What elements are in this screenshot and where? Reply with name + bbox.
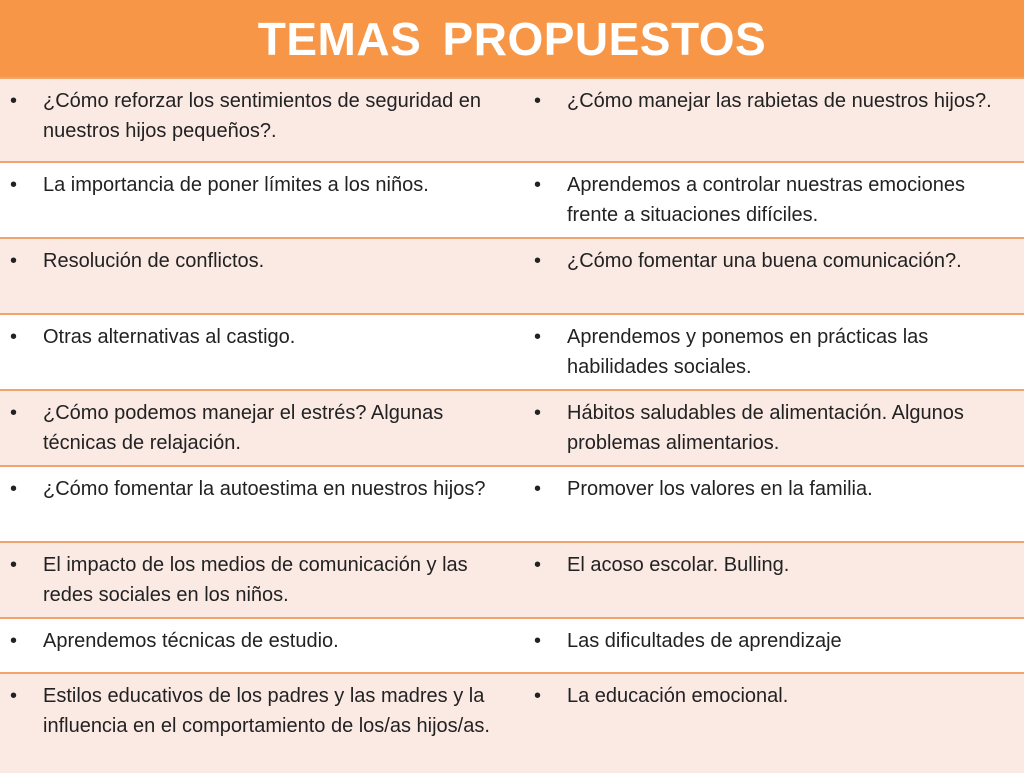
topic-cell (524, 618, 1024, 673)
topic-cell (0, 618, 524, 673)
topic-cell (524, 466, 1024, 542)
topic-text: ¿Cómo reforzar los sentimientos de seguridad en nuestros hijos pequeños?. (43, 90, 481, 142)
topic-text: ¿Cómo fomentar la autoestima en nuestros hijos? (43, 478, 486, 500)
topic-cell (524, 238, 1024, 314)
table-row (0, 390, 1024, 466)
bullet-icon: • (10, 174, 18, 196)
bullet-icon: • (10, 326, 18, 348)
bullet-icon: • (534, 402, 542, 424)
bullet-icon: • (534, 90, 542, 112)
bullet-icon: • (10, 250, 18, 272)
bullet-icon: • (10, 478, 18, 500)
topic-text: Promover los valores en la familia. (567, 478, 873, 500)
bullet-icon: • (534, 250, 542, 272)
topic-text: Otras alternativas al castigo. (43, 326, 296, 348)
bullet-icon: • (10, 402, 18, 424)
topic-text: El impacto de los medios de comunicación y las redes sociales en los niños. (43, 554, 468, 606)
topic-text: El acoso escolar. Bulling. (567, 554, 790, 576)
topic-text: Hábitos saludables de alimentación. Algunos problemas alimentarios. (567, 402, 964, 454)
table-row (0, 542, 1024, 618)
topic-text: Aprendemos técnicas de estudio. (43, 630, 339, 652)
bullet-icon: • (534, 326, 542, 348)
topic-text: Aprendemos y ponemos en prácticas las habilidades sociales. (567, 326, 929, 378)
slide-title: TEMAS PROPUESTOS (257, 12, 767, 65)
bullet-icon: • (10, 685, 18, 707)
topic-text: Las dificultades de aprendizaje (567, 630, 842, 652)
bullet-icon: • (534, 554, 542, 576)
table-row (0, 314, 1024, 390)
topic-cell (524, 162, 1024, 238)
table-row (0, 618, 1024, 673)
topic-cell (0, 78, 524, 162)
topic-cell (0, 673, 524, 773)
table-row (0, 238, 1024, 314)
topic-text: La educación emocional. (567, 685, 789, 707)
table-row (0, 78, 1024, 162)
topic-text: Aprendemos a controlar nuestras emociones frente a situaciones difíciles. (567, 174, 965, 226)
bullet-icon: • (534, 174, 542, 196)
topic-cell (0, 238, 524, 314)
topic-text: La importancia de poner límites a los niños. (43, 174, 429, 196)
topic-text: Estilos educativos de los padres y las madres y la influencia en el comportamiento de los/as hijos/as. (43, 685, 490, 737)
topic-text: ¿Cómo podemos manejar el estrés? Algunas técnicas de relajación. (43, 402, 444, 454)
topic-cell (524, 314, 1024, 390)
table-row (0, 466, 1024, 542)
topic-cell (0, 466, 524, 542)
bullet-icon: • (534, 685, 542, 707)
topics-table (0, 77, 1024, 773)
topic-cell (0, 390, 524, 466)
topic-cell (524, 673, 1024, 773)
bullet-icon: • (10, 630, 18, 652)
topic-cell (0, 162, 524, 238)
table-row (0, 673, 1024, 773)
topic-cell (0, 314, 524, 390)
bullet-icon: • (10, 554, 18, 576)
topic-text: ¿Cómo fomentar una buena comunicación?. (567, 250, 962, 272)
bullet-icon: • (534, 478, 542, 500)
topic-cell (524, 542, 1024, 618)
table-row (0, 162, 1024, 238)
topic-cell (524, 390, 1024, 466)
title-banner (0, 0, 1024, 77)
bullet-icon: • (10, 90, 18, 112)
topic-cell (524, 78, 1024, 162)
bullet-icon: • (534, 630, 542, 652)
topic-text: Resolución de conflictos. (43, 250, 265, 272)
topic-cell (0, 542, 524, 618)
topic-text: ¿Cómo manejar las rabietas de nuestros hijos?. (567, 90, 992, 112)
